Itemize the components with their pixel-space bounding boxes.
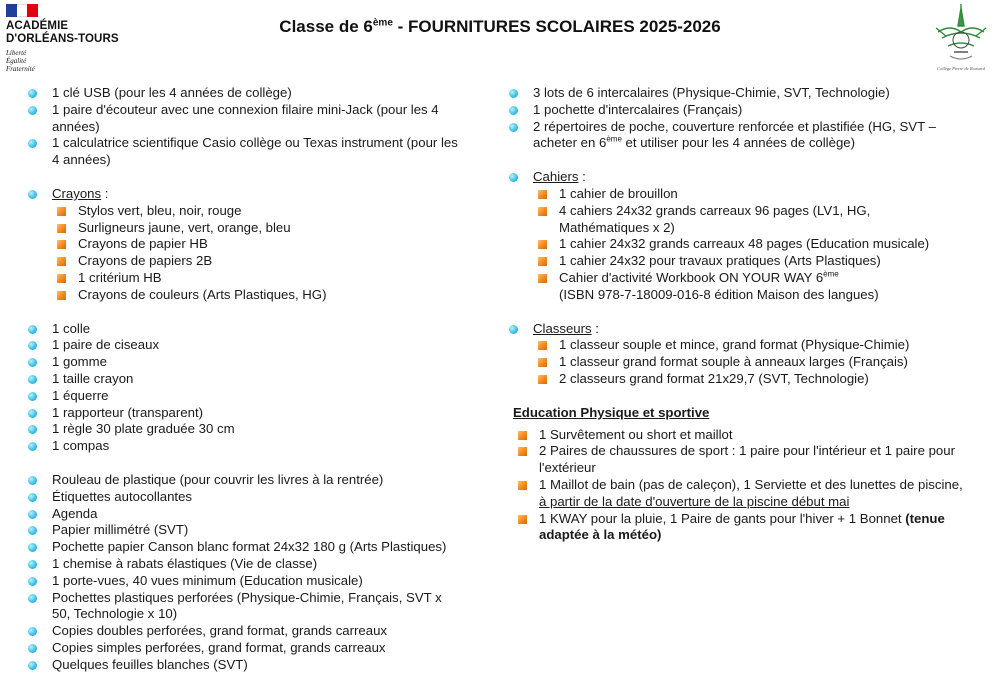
item-text: 1 clé USB (pour les 4 années de collège): [52, 85, 292, 100]
item-text: 1 classeur souple et mince, grand format (Physique-Chimie): [559, 337, 910, 353]
bullet-icon: [28, 442, 37, 451]
item-text: Pochettes plastiques perforées (Physique-Chimie, Français, SVT x 50, Technologie x 10): [52, 589, 442, 622]
item-text: 1 paire d'écouteur avec une connexion filaire mini-Jack (pour les 4 années): [52, 101, 439, 134]
superscript: ème: [606, 135, 622, 144]
sub-item: [509, 371, 964, 388]
item-text: Copies simples perforées, grand format, grands carreaux: [52, 639, 386, 655]
square-bullet-icon: [57, 207, 66, 216]
classeurs-title: Classeurs: [533, 320, 592, 336]
item-text: Agenda: [52, 505, 98, 521]
sub-item: [28, 287, 458, 304]
square-bullet-icon: [57, 257, 66, 266]
item-text: 1 KWAY pour la pluie, 1 Paire de gants pour l'hiver + 1 Bonnet: [539, 510, 906, 526]
item-text: 1 calculatrice scientifique Casio collège ou Texas instrument (pour les 4 années): [52, 135, 458, 168]
sub-item: [509, 186, 964, 203]
list-item: [28, 590, 458, 624]
title-prefix: Classe de 6: [279, 17, 373, 36]
square-bullet-icon: [518, 515, 527, 524]
square-bullet-icon: [538, 274, 547, 283]
item-text: 1 Survêtement ou short et maillot: [539, 426, 733, 442]
list-item: [28, 556, 458, 573]
item-text: Rouleau de plastique (pour couvrir les livres à la rentrée): [52, 471, 384, 487]
square-bullet-icon: [538, 207, 547, 216]
bullet-icon: [28, 409, 37, 418]
list-item: [28, 539, 458, 556]
sub-item: [509, 203, 964, 237]
square-bullet-icon: [57, 291, 66, 300]
item-text: 3 lots de 6 intercalaires (Physique-Chimie, SVT, Technologie): [533, 85, 890, 100]
bullet-icon: [28, 89, 37, 98]
list-item: [28, 522, 458, 539]
list-item: [28, 102, 458, 136]
motto-liberte: Liberté: [6, 49, 27, 57]
academie-name-line2: D'ORLÉANS-TOURS: [6, 33, 119, 45]
item-text: 1 équerre: [52, 387, 109, 403]
item-text: 1 colle: [52, 320, 91, 336]
right-column: [509, 85, 964, 544]
item-text-underlined: à partir de la date d'ouverture de la piscine début mai: [539, 493, 850, 509]
item-text: Pochette papier Canson blanc format 24x32 180 g (Arts Plastiques): [52, 539, 447, 555]
motto: [6, 49, 136, 73]
sub-item: [28, 236, 458, 253]
item-text: 4 cahiers 24x32 grands carreaux 96 pages (LV1, HG, Mathématiques x 2): [559, 202, 871, 235]
section-heading-cahiers: [509, 169, 964, 186]
item-text: 1 Maillot de bain (pas de caleçon), 1 Serviette et des lunettes de piscine,: [539, 476, 963, 492]
list-item: [509, 119, 964, 153]
sub-item: [28, 220, 458, 237]
bullet-icon: [509, 123, 518, 132]
item-text: Papier millimétré (SVT): [52, 522, 189, 538]
square-bullet-icon: [518, 431, 527, 440]
cahiers-colon: :: [578, 169, 586, 185]
motto-fraternite: Fraternité: [6, 65, 35, 73]
bullet-icon: [28, 358, 37, 367]
list-item: [509, 102, 964, 119]
bullet-icon: [28, 510, 37, 519]
item-text: 2 répertoires de poche, couverture renforcée et plastifiée (HG, SVT – acheter en 6: [533, 118, 936, 151]
item-text: 1 chemise à rabats élastiques (Vie de classe): [52, 555, 318, 571]
eps-item: [509, 511, 964, 545]
bullet-icon: [28, 375, 37, 384]
square-bullet-icon: [57, 274, 66, 283]
bullet-icon: [509, 89, 518, 98]
item-text: Crayons de papier HB: [78, 236, 208, 252]
list-item: [28, 354, 458, 371]
sub-item: [509, 270, 964, 304]
item-text: (ISBN 978-7-18009-016-8 édition Maison des langues): [559, 286, 879, 302]
item-text: Quelques feuilles blanches (SVT): [52, 656, 248, 672]
item-text: 2 classeurs grand format 21x29,7 (SVT, Technologie): [559, 370, 869, 386]
item-text: 1 cahier de brouillon: [559, 185, 678, 201]
bullet-icon: [28, 425, 37, 434]
academie-name-line1: ACADÉMIE: [6, 20, 69, 32]
bullet-icon: [28, 627, 37, 636]
list-item: [28, 337, 458, 354]
item-text: 1 taille crayon: [52, 370, 134, 386]
square-bullet-icon: [538, 257, 547, 266]
college-logo: [928, 2, 994, 74]
list-item: [28, 135, 458, 169]
item-text: 2 Paires de chaussures de sport : 1 paire pour l'intérieur et 1 paire pour l'extérieur: [539, 443, 955, 476]
bullet-icon: [28, 190, 37, 199]
bullet-icon: [28, 106, 37, 115]
square-bullet-icon: [518, 481, 527, 490]
academie-logo: [6, 4, 136, 73]
item-text: Surligneurs jaune, vert, orange, bleu: [78, 219, 291, 235]
title-suffix: - FOURNITURES SCOLAIRES 2025-2026: [392, 17, 721, 36]
motto-egalite: Égalité: [6, 57, 27, 65]
college-logo-caption: Collège Pierre de Ronsard: [936, 66, 986, 71]
item-text: 1 cahier 24x32 grands carreaux 48 pages (Education musicale): [559, 236, 930, 252]
sub-item: [28, 253, 458, 270]
bullet-icon: [509, 106, 518, 115]
bullet-icon: [28, 661, 37, 670]
item-text: 1 compas: [52, 438, 110, 454]
list-item: [28, 438, 458, 455]
item-text: Cahier d'activité Workbook ON YOUR WAY 6: [559, 269, 824, 285]
item-text-bold: (tenue adaptée à la météo): [539, 510, 945, 543]
item-text: 1 classeur grand format souple à anneaux larges (Français): [559, 354, 908, 370]
list-item: [28, 472, 458, 489]
list-item: [509, 85, 964, 102]
bullet-icon: [28, 594, 37, 603]
bullet-icon: [28, 577, 37, 586]
crayons-title: Crayons: [52, 185, 102, 201]
list-item: [28, 623, 458, 640]
list-item: [28, 489, 458, 506]
square-bullet-icon: [57, 240, 66, 249]
list-item: [28, 657, 458, 674]
bullet-icon: [28, 476, 37, 485]
bullet-icon: [28, 493, 37, 502]
square-bullet-icon: [538, 190, 547, 199]
list-item: [28, 573, 458, 590]
eps-heading: Education Physique et sportive: [513, 404, 710, 420]
square-bullet-icon: [538, 341, 547, 350]
bullet-icon: [28, 560, 37, 569]
sub-item: [509, 236, 964, 253]
item-text: 1 règle 30 plate graduée 30 cm: [52, 421, 235, 437]
list-item: [28, 405, 458, 422]
bullet-icon: [28, 526, 37, 535]
bullet-icon: [28, 341, 37, 350]
item-text: Étiquettes autocollantes: [52, 488, 193, 504]
item-text: 1 critérium HB: [78, 269, 162, 285]
section-heading-crayons: [28, 186, 458, 203]
square-bullet-icon: [518, 447, 527, 456]
sub-item: [509, 354, 964, 371]
bullet-icon: [28, 139, 37, 148]
page-title: [0, 17, 1000, 37]
bullet-icon: [28, 644, 37, 653]
crayons-colon: :: [101, 185, 109, 201]
list-item: [28, 388, 458, 405]
left-column: [28, 85, 458, 674]
sub-item: [509, 337, 964, 354]
list-item: [28, 640, 458, 657]
list-item: [28, 421, 458, 438]
item-text: Copies doubles perforées, grand format, grands carreaux: [52, 623, 387, 639]
eps-item: [509, 427, 964, 444]
bullet-icon: [509, 173, 518, 182]
sub-item: [28, 203, 458, 220]
eps-item: [509, 477, 964, 511]
item-text: 1 paire de ciseaux: [52, 337, 160, 353]
bullet-icon: [28, 543, 37, 552]
item-text: Stylos vert, bleu, noir, rouge: [78, 202, 242, 218]
item-text: 1 gomme: [52, 354, 107, 370]
classeurs-colon: :: [591, 320, 599, 336]
sub-item: [509, 253, 964, 270]
item-text: Crayons de couleurs (Arts Plastiques, HG): [78, 286, 327, 302]
item-text: 1 rapporteur (transparent): [52, 404, 203, 420]
item-text: et utiliser pour les 4 années de collège): [621, 135, 856, 151]
list-item: [28, 321, 458, 338]
sub-item: [28, 270, 458, 287]
french-flag-icon: [6, 4, 38, 17]
square-bullet-icon: [57, 224, 66, 233]
item-text: 1 cahier 24x32 pour travaux pratiques (Arts Plastiques): [559, 253, 881, 269]
list-item: [28, 506, 458, 523]
cahiers-title: Cahiers: [533, 169, 579, 185]
eps-item: [509, 443, 964, 477]
bullet-icon: [28, 325, 37, 334]
title-sup: ème: [372, 17, 393, 29]
bullet-icon: [28, 392, 37, 401]
list-item: [28, 371, 458, 388]
list-item: [28, 85, 458, 102]
superscript: ème: [823, 269, 839, 279]
item-text: 1 pochette d'intercalaires (Français): [533, 101, 743, 117]
bullet-icon: [509, 325, 518, 334]
square-bullet-icon: [538, 240, 547, 249]
item-text: 1 porte-vues, 40 vues minimum (Education musicale): [52, 572, 363, 588]
square-bullet-icon: [538, 375, 547, 384]
section-heading-classeurs: [509, 321, 964, 338]
square-bullet-icon: [538, 358, 547, 367]
item-text: Crayons de papiers 2B: [78, 253, 213, 269]
